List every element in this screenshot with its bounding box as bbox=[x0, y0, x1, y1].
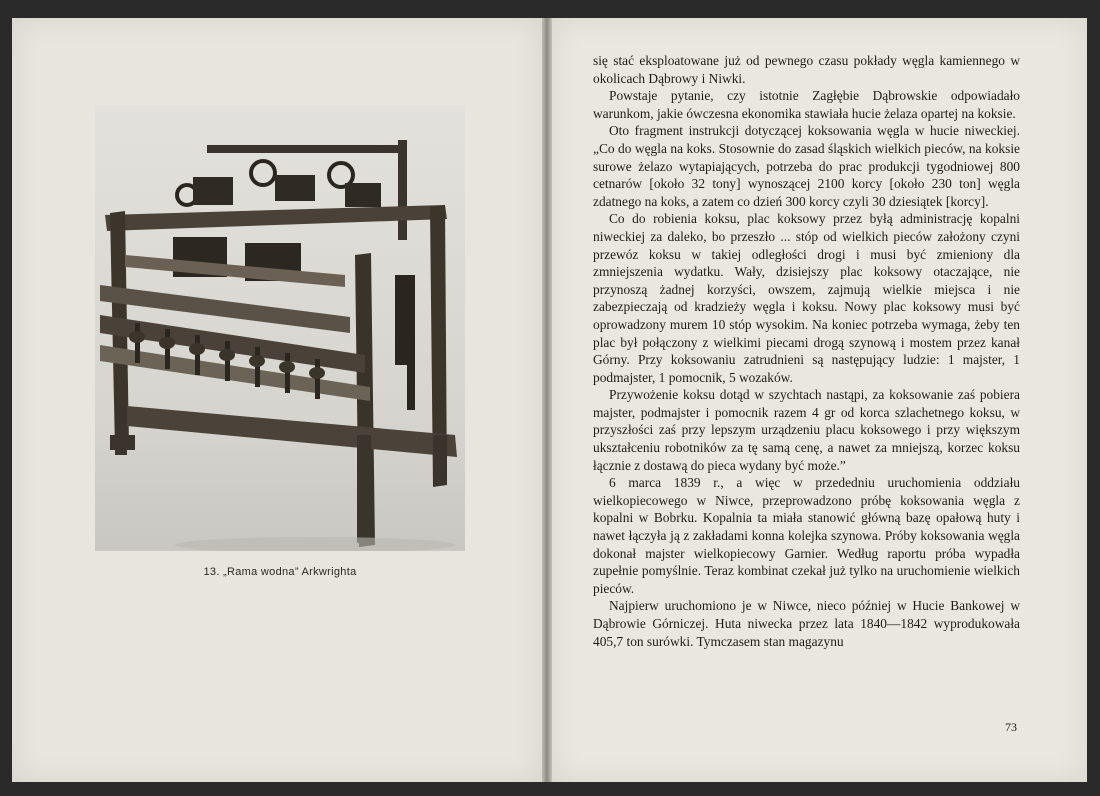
paragraph: 6 marca 1839 r., a więc w przededniu uruchomienia oddziału wielkopiecowego w Niwce, przeprowadzono próbę koksowania węgla z kopalni w Bobrku. Kopalnia ta miała stanowić główną bazę opałową huty i nawet łączyła ją z zakładami konna kolejka szynowa. Próby koksowania węgla dokonał majster wielkopiecowy Garnier. Według raportu próba wypadła zupełnie pomyślnie. Teraz kombinat czekał już tylko na uruchomienie wielkich pieców. bbox=[593, 475, 1020, 596]
paragraph: Przywożenie koksu dotąd w szychtach nastąpi, za koksowanie zaś pobiera majster, podmajster i pomocnik razem 4 gr od korca szlachetnego koksu, w przyszłości zaś przy lepszym urządzeniu placu koksowego i przy większym ukształceniu robotników za tę samą cenę, a nawet za mniejszą, korzec koksu łącznie z dostawą do pieca wydany być może.” bbox=[593, 387, 1020, 473]
right-page bbox=[552, 18, 1087, 782]
paragraph: Oto fragment instrukcji dotyczącej koksowania węgla w hucie niweckiej. „Co do węgla na koks. Stosownie do zasad śląskich wielkich pieców, na koksie surowe żelazo wytapiających, potrzeba do prac produkcji tygodniowej 800 cetnarów [około 32 tony] wynoszącej 2100 korcy [około 230 ton] węgla zdatnego na koks, a zatem co dzień 300 korcy czyli 30 dziesiątek [korcy]. bbox=[593, 123, 1020, 209]
page-number: 73 bbox=[1005, 720, 1017, 734]
figure-caption: 13. „Rama wodna” Arkwrighta bbox=[203, 566, 357, 578]
left-page bbox=[12, 18, 542, 782]
book-gutter bbox=[542, 18, 552, 782]
arkwright-water-frame-photo bbox=[95, 105, 465, 551]
paragraph: się stać eksploatowane już od pewnego czasu pokłady węgla kamiennego w okolicach Dąbrowy i Niwki. bbox=[593, 53, 1020, 86]
paragraph: Najpierw uruchomiono je w Niwce, nieco później w Hucie Bankowej w Dąbrowie Górniczej. Huta niwecka przez lata 1840—1842 wyprodukowała 405,7 ton surówki. Tymczasem stan magazynu bbox=[593, 598, 1020, 649]
paragraph: Powstaje pytanie, czy istotnie Zagłębie Dąbrowskie odpowiadało warunkom, jakie ówczesna ekonomika stawiała hucie żelaza opartej na koksie. bbox=[593, 88, 1020, 121]
body-text bbox=[593, 52, 1020, 650]
paragraph: Co do robienia koksu, plac koksowy przez byłą administrację kopalni niweckiej za daleko, bo przeszło ... stóp od wielkich pieców założony czyni przewóz koksu w takiej odległości drogi i musi być zmieniony dla zmniejszenia wydatku. Wały, dzisiejszy plac koksowy otaczające, nie przynoszą żadnej korzyści, owszem, zajmują wielkie miejsca i nie zabezpieczają od kradzieży węgla i koksu. Nowy plac koksowy musi być oprowadzony murem 10 stóp wysokim. Na koniec potrzeba wymaga, żeby ten plac był połączony z wielkimi piecami drogą szynową i mostem przez kanał Górny. Przy koksowaniu zatrudnieni są następujący ludzie: 1 majster, 1 podmajster, 1 pomocnik, 5 wozaków. bbox=[593, 211, 1020, 385]
